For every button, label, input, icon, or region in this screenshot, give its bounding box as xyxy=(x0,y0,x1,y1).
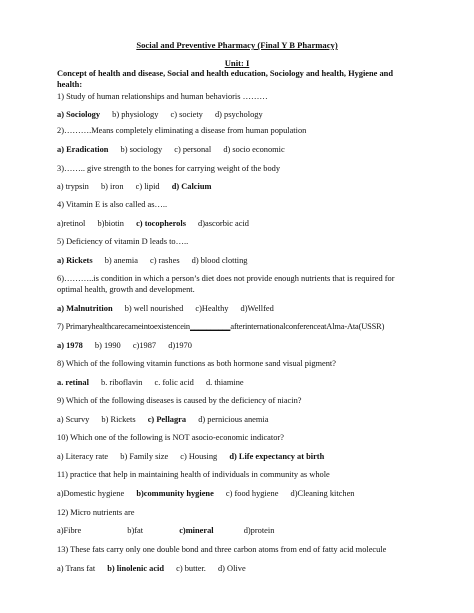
option-a: a)Fibre xyxy=(57,526,82,535)
question-2: 2)……….Means completely eliminating a disease from human population xyxy=(57,126,307,135)
option-a: a) Literacy rate xyxy=(57,452,109,461)
question-5: 5) Deficiency of vitamin D leads to….. xyxy=(57,237,189,246)
option-b: b) anemia xyxy=(104,256,138,265)
option-d: d) Olive xyxy=(217,564,246,573)
question-11: 11) practice that help in maintaining health of individuals in community as whole xyxy=(57,470,330,479)
answer-options-5 xyxy=(57,256,258,266)
option-c: c)mineral xyxy=(179,526,214,535)
question-6-cont: optimal health, growth and development. xyxy=(57,285,195,294)
option-c: c. folic acid xyxy=(154,378,194,387)
question-9: 9) Which of the following diseases is caused by the deficiency of niacin? xyxy=(57,396,302,405)
option-d: d) socio economic xyxy=(223,145,285,154)
option-a: a) Sociology xyxy=(57,110,101,119)
option-c: c) Pellagra xyxy=(147,415,187,424)
question-3: 3)…….. give strength to the bones for carrying weight of the body xyxy=(57,164,281,173)
option-c: c) Housing xyxy=(180,452,218,461)
option-a: a) trypsin xyxy=(57,182,89,191)
answer-options-13 xyxy=(57,564,256,574)
answer-options-12 xyxy=(57,526,284,536)
question-13: 13) These fats carry only one double bond and three carbon atoms from end of fatty acid molecule xyxy=(57,545,387,554)
answer-options-10 xyxy=(57,452,334,462)
option-d: d. thiamine xyxy=(205,378,244,387)
option-b: b) 1990 xyxy=(94,341,121,350)
option-a: a) Scurvy xyxy=(57,415,90,424)
option-b: b) well nourished xyxy=(124,304,184,313)
fill-in-blank: __________ xyxy=(189,322,231,331)
answer-options-7 xyxy=(57,341,202,351)
question-4: 4) Vitamin E is also called as….. xyxy=(57,200,168,209)
answer-options-11 xyxy=(57,489,365,499)
option-d: d) blood clotting xyxy=(191,256,248,265)
option-a: a) Trans fat xyxy=(57,564,96,573)
option-d: d)Wellfed xyxy=(240,304,274,313)
answer-options-4 xyxy=(57,219,259,229)
option-b: b)biotin xyxy=(97,219,124,228)
option-c: c) tocopherols xyxy=(136,219,186,228)
question-7-end: afterinternationalconferenceatAlma-Ata(USSR) xyxy=(230,322,385,331)
option-c: c)1987 xyxy=(132,341,157,350)
option-d: d) Life expectancy at birth xyxy=(229,452,325,461)
question-8: 8) Which of the following vitamin functions as both hormone sand visual pigment? xyxy=(57,359,336,368)
question-12: 12) Micro nutrients are xyxy=(57,508,135,517)
option-d: d) Calcium xyxy=(171,182,212,191)
option-b: b) iron xyxy=(100,182,124,191)
answer-options-2 xyxy=(57,145,295,155)
option-b: b)community hygiene xyxy=(136,489,214,498)
answer-options-1 xyxy=(57,110,273,120)
option-d: d)Cleaning kitchen xyxy=(290,489,355,498)
option-d: d) pernicious anemia xyxy=(198,415,269,424)
option-b: b) Family size xyxy=(120,452,169,461)
option-b: b) linolenic acid xyxy=(107,564,165,573)
option-d: d)1970 xyxy=(168,341,192,350)
option-a: a) Eradication xyxy=(57,145,109,154)
option-b: b. riboflavin xyxy=(101,378,143,387)
option-c: c)Healthy xyxy=(195,304,229,313)
option-c: c) society xyxy=(170,110,203,119)
answer-options-8 xyxy=(57,378,254,388)
option-a: a)retinol xyxy=(57,219,86,228)
question-6: 6)………..is condition in which a person’s diet does not provide enough nutrients that is required for xyxy=(57,274,395,283)
question-7-start: 7) Primaryhealthcarecameintoexistencein xyxy=(57,322,190,331)
option-c: c) lipid xyxy=(135,182,160,191)
option-b: b) Rickets xyxy=(101,415,136,424)
question-10: 10) Which one of the following is NOT asocio-economic indicator? xyxy=(57,433,284,442)
unit-heading: Unit: I xyxy=(224,58,250,68)
question-7 xyxy=(57,322,384,332)
answer-options-3 xyxy=(57,182,221,192)
option-a: a. retinal xyxy=(57,378,89,387)
option-b: b) physiology xyxy=(112,110,159,119)
option-d: d)protein xyxy=(243,526,275,535)
answer-options-9 xyxy=(57,415,278,425)
option-a: a)Domestic hygiene xyxy=(57,489,125,498)
section-heading: Concept of health and disease, Social and health education, Sociology and health, Hygiene and xyxy=(57,69,393,78)
option-c: c) food hygiene xyxy=(225,489,279,498)
option-c: c) personal xyxy=(174,145,212,154)
section-heading-cont: health: xyxy=(57,80,83,89)
option-c: c) rashes xyxy=(150,256,180,265)
question-1: 1) Study of human relationships and human behavioris ……… xyxy=(57,92,268,101)
option-b: b) sociology xyxy=(120,145,163,154)
option-d: d) psychology xyxy=(214,110,263,119)
option-a: a) Rickets xyxy=(57,256,93,265)
option-c: c) butter. xyxy=(176,564,206,573)
document-title: Social and Preventive Pharmacy (Final Y B Pharmacy) xyxy=(136,40,338,50)
option-a: a) Malnutrition xyxy=(57,304,113,313)
option-a: a) 1978 xyxy=(57,341,83,350)
answer-options-6 xyxy=(57,304,284,314)
option-d: d)ascorbic acid xyxy=(198,219,249,228)
option-b: b)fat xyxy=(127,526,144,535)
